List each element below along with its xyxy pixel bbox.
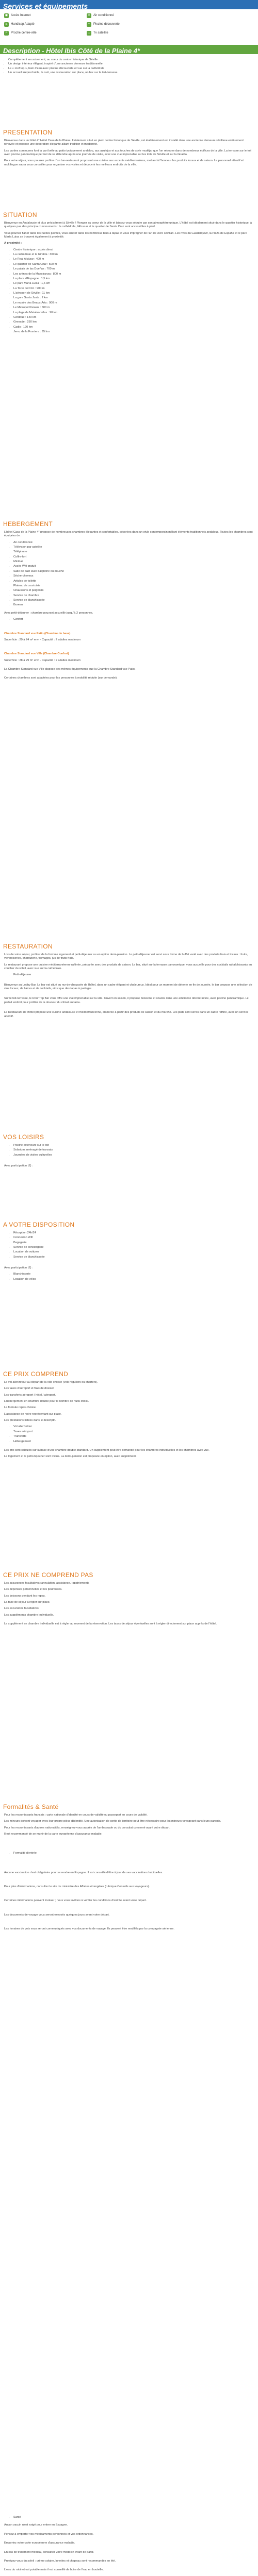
paragraph: La formule repas choisie. <box>4 1406 37 1410</box>
paragraph: La Chambre Standard vue Ville dispose des mêmes équipements que la Chambre Standard vue Patio. <box>4 668 136 671</box>
restauration-list <box>4 973 254 977</box>
paragraph: Avec participation (€) : <box>4 1164 33 1167</box>
paragraph: Pour les ressortissants d'autres nationalités, renseignez-vous auprès de l'ambassade ou du consulat concerné avant votre départ. <box>4 1826 170 1829</box>
paragraph: Le vol aller/retour au départ de la ville choisie (vols réguliers ou charters). <box>4 1380 98 1384</box>
service-label: Handicap Adapté <box>11 22 35 26</box>
paragraph: Protégez-vous du soleil : crème solaire, lunettes et chapeau sont recommandés en été. <box>4 2559 116 2563</box>
list-item: • Service de blanchisserie <box>13 1256 254 1259</box>
service-label: Piscine découverte <box>93 22 120 26</box>
paragraph: Aucune vaccination n'est obligatoire pour se rendre en Espagne. Il est conseillé d'être à jour de ses vaccinations habituelles. <box>4 1871 163 1874</box>
paragraph: Aucun vaccin n'est exigé pour entrer en Espagne. <box>4 2523 68 2527</box>
list-item: • Petit-déjeuner <box>13 973 254 977</box>
paragraph: Emportez votre carte européenne d'assurance maladie. <box>4 2541 75 2545</box>
list-item: • Téléphone <box>13 550 254 554</box>
list-item: • Le Metropol Parasol : 600 m <box>13 306 254 310</box>
list-item: • Un design intérieur élégant, inspiré d'une ancienne demeure traditionnelle <box>8 62 258 66</box>
list-item: • Le musée des Beaux-Arts : 900 m <box>13 301 254 305</box>
services-title: Services et équipements <box>3 2 88 10</box>
list-item: • Un accueil irréprochable, la nuit, une restauration sur place, un bar sur le toit-terrasse <box>8 71 258 75</box>
list-item: • La place d'Espagne : 1,5 km <box>13 277 254 281</box>
paragraph: L'hébergement en chambre double pour le nombre de nuits choisi. <box>4 1399 89 1403</box>
prix-heading: CE PRIX COMPREND <box>3 1370 69 1378</box>
situation-section <box>0 211 258 335</box>
list-item: • Plateau de courtoisie <box>13 584 254 588</box>
paragraph: Certaines chambres sont adaptées pour les personnes à mobilité réduite (sur demande). <box>4 676 118 680</box>
services-section <box>0 1221 258 1283</box>
paragraph: L'hôtel Casa de la Plaine 4* propose de nombreuses chambres élégantes et confortables, décorées dans un style contemporain mêlant éléments traditionnels andalous. Toutes les chambres sont équipées de : <box>4 530 253 538</box>
services-banner <box>0 0 258 9</box>
list-item: • Jerez de la Frontera : 95 km <box>13 330 254 334</box>
list-item: • Service de conciergerie <box>13 1246 254 1249</box>
equipment-list <box>4 541 254 607</box>
paragraph: Pensez à emporter vos médicaments personnels et vos ordonnances. <box>4 2532 94 2536</box>
wheelchair-icon: ♿ <box>5 23 8 26</box>
list-item: • Réception 24h/24 <box>13 1231 254 1235</box>
hebergement-heading: HEBERGEMENT <box>3 520 53 528</box>
list-item: • Confort <box>13 618 254 621</box>
list-item: • Accès Wifi gratuit <box>13 565 254 568</box>
list-item: • Articles de toilette <box>13 580 254 583</box>
paragraph: Les assurances facultatives (annulation, assistance, rapatriement). <box>4 1581 90 1585</box>
paragraph: Sur le toit-terrasse, le Roof Top Bar vous offre une vue imprenable sur la ville. Ouvert en saison, il propose boissons et snacks dans une ambiance décontractée, avec piscine panoramique. Le parfait endroit pour profiter de la douceur du climat andalou. <box>4 997 249 1004</box>
paragraph: Les documents de voyage vous seront envoyés quelques jours avant votre départ. <box>4 1913 110 1917</box>
tv-icon: ▭ <box>87 31 91 35</box>
list-item: • Transferts <box>13 1435 254 1438</box>
paragraph: Avec petit-déjeuner : chambre pouvant accueillir jusqu'à 2 personnes. <box>4 611 93 615</box>
paragraph: Le logement et le petit-déjeuner sont inclus. La demi-pension est proposée en option, avec supplément. <box>4 1455 137 1459</box>
list-item: • Taxes aéroport <box>13 1430 254 1434</box>
paragraph: Avec participation (€) : <box>4 1266 33 1270</box>
list-item: • Minibar <box>13 560 254 564</box>
services-dispo-list <box>4 1231 254 1259</box>
list-item: • Coffre-fort <box>13 555 254 559</box>
distances-list <box>4 248 254 334</box>
list-item: • Le palais de las Dueñas : 700 m <box>13 267 254 271</box>
paragraph: Pour les ressortissants français : carte nationale d'identité en cours de validité ou passeport en cours de validité. <box>4 1813 148 1817</box>
list-item: • La Torre del Oro : 900 m <box>13 287 254 291</box>
service-item <box>87 13 159 18</box>
list-item: • Bureau <box>13 603 254 607</box>
paragraph: Pour plus d'informations, consultez le site du ministère des Affaires étrangères (rubrique Conseils aux voyageurs). <box>4 1885 150 1889</box>
distances-title: A proximité : <box>4 242 22 245</box>
list-item: • Hébergement <box>13 1440 254 1444</box>
paragraph: Les dépenses personnelles et les pourboires. <box>4 1588 62 1591</box>
paragraph: Les parties communes font la part belle au patio typiquement andalou, aux azulejos et aux touches de style mudéjar que l'on retrouve dans de nombreux édifices de la ville. La terrasse sur le toit avec piscine panoramique permet de se détendre après une journée de visite, avec une vue imprenable sur les toits de Séville et sur la Giralda. <box>4 149 251 156</box>
presentation-section <box>0 129 258 170</box>
non-compris-section <box>0 1571 258 1629</box>
services-heading: A VOTRE DISPOSITION <box>3 1221 75 1228</box>
restauration-heading: RESTAURATION <box>3 943 53 950</box>
paragraph: Les boissons pendant les repas. <box>4 1594 46 1598</box>
paragraph: Le Restaurant de l'hôtel propose une cuisine andalouse et méditerranéenne, élaborée à partir des produits de saison et du marché. Les plats sont servis dans un cadre raffiné, avec un service attentif. <box>4 1011 249 1018</box>
paragraph: Bienvenue au Lobby Bar. Le bar est situé au rez-de-chaussée de l'hôtel, dans un cadre élégant et chaleureux. Idéal pour un moment de détente en fin de journée, le bar propose une sélection de vins locaux, de bières et de cocktails, ainsi que des tapas à partager. <box>4 983 252 991</box>
prix-section <box>0 1370 258 1462</box>
list-item: • Cadix : 120 km <box>13 326 254 329</box>
list-item: • Vol aller/retour <box>13 1425 254 1429</box>
paragraph: Il est recommandé de se munir de la carte européenne d'assurance maladie. <box>4 1832 103 1836</box>
list-item: • Le « roof top », bain d'eau avec piscine découverte et vue sur la cathédrale <box>8 67 258 71</box>
room-title: Chambre Standard vue Ville (Chambre Confort) <box>4 652 69 656</box>
capacity-list <box>4 618 254 621</box>
non-compris-heading: CE PRIX NE COMPREND PAS <box>3 1571 93 1579</box>
services-dispo-list-2 <box>4 1273 254 1281</box>
description-title: Description - Hôtel Ibis Côté de la Plaine 4* <box>3 47 140 55</box>
loisirs-heading: VOS LOISIRS <box>3 1133 44 1141</box>
restauration-section <box>0 943 258 1021</box>
list-item: • Chaussons et peignoirs <box>13 589 254 592</box>
list-item: • Air conditionné <box>13 541 254 545</box>
room-text: Superficie : 20 à 24 m² env. - Capacité : 2 adultes maximum <box>4 638 81 641</box>
formalites-list <box>4 1852 254 1855</box>
presentation-heading: PRESENTATION <box>3 129 53 136</box>
list-item: • Service de blanchisserie <box>13 599 254 602</box>
list-item: • Blanchisserie <box>13 1273 254 1276</box>
list-item: • Service de chambre <box>13 594 254 598</box>
paragraph: L'assistance de notre représentant sur place. <box>4 1412 62 1416</box>
paragraph: La taxe de séjour à régler sur place. <box>4 1600 51 1604</box>
list-item: • Piscine extérieure sur le toit <box>13 1144 254 1147</box>
paragraph: Bienvenue en Andalousie et plus précisément à Séville ! Plongez au coeur de la ville et laissez-vous séduire par son atmosphère unique. L'hôtel est idéalement situé dans le quartier historique, à quelques pas des principaux monuments : la cathédrale, l'Alcazar et le quartier de Santa Cruz sont accessibles à pied. <box>4 221 252 229</box>
list-item: • L'aéroport de Séville : 11 km <box>13 292 254 295</box>
paragraph: Pour votre séjour, vous pourrez profiter d'un bar-restaurant proposant une cuisine aux accents méditerranéens, mettant à l'honneur les produits locaux et de saison. Le personnel attentif et multilingue saura vous conseiller pour organiser vos visites et découvrir les meilleurs endroits de la ville. <box>4 159 244 166</box>
list-item: • Location de voitures <box>13 1250 254 1254</box>
description-banner <box>0 45 258 54</box>
snowflake-icon: ❄ <box>87 14 91 17</box>
parking-icon: P <box>4 31 9 36</box>
formalites-heading: Formalités & Santé <box>3 1803 59 1810</box>
list-item: • La cathédrale et la Giralda : 300 m <box>13 253 254 257</box>
paragraph: Lors de votre séjour, profitez de la formule logement et petit-déjeuner ou en option demi-pension. Le petit-déjeuner est servi sous forme de buffet varié avec des produits frais et locaux : fruits, viennoiseries, charcuterie, fromages, jus de fruits frais. <box>4 953 248 960</box>
service-item <box>4 31 76 36</box>
paragraph: Certaines informations peuvent évoluer ; nous vous invitons à vérifier les conditions d'entrée avant votre départ. <box>4 1899 147 1903</box>
service-item <box>4 22 76 27</box>
list-item: • Solarium aménagé de transats <box>13 1148 254 1152</box>
paragraph: Les prestations listées dans le descriptif. <box>4 1419 56 1422</box>
paragraph: Les taxes d'aéroport et frais de dossier. <box>4 1387 55 1391</box>
list-item: • Centre historique : accès direct <box>13 248 254 252</box>
paragraph: Les suppléments chambre individuelle. <box>4 1613 54 1617</box>
loisirs-list <box>4 1144 254 1157</box>
paragraph: L'eau du robinet est potable mais il est conseillé de boire de l'eau en bouteille. <box>4 2568 104 2572</box>
description-bullets <box>0 58 258 75</box>
list-item: • Cordoue : 140 km <box>13 316 254 319</box>
sante-section <box>0 2514 258 2576</box>
paragraph: Les horaires de vols vous seront communiqués avec vos documents de voyage. Ils peuvent être modifiés par la compagnie aérienne. <box>4 1927 174 1931</box>
service-item <box>87 22 159 27</box>
list-item: • Le quartier de Santa Cruz : 500 m <box>13 263 254 266</box>
list-item: • Grenade : 250 km <box>13 320 254 324</box>
list-item: • La plage de Matalascañas : 90 km <box>13 311 254 315</box>
service-label: Air conditionné <box>93 13 114 17</box>
list-item: • Bagagerie <box>13 1241 254 1245</box>
loisirs-section <box>0 1133 258 1171</box>
services-list <box>0 9 258 36</box>
paragraph: Les transferts aéroport / hôtel / aéroport. <box>4 1393 56 1397</box>
list-item: • Santé <box>13 2516 254 2519</box>
list-item: • Connexion Wifi <box>13 1236 254 1240</box>
paragraph: En cas de traitement médical, consultez votre médecin avant de partir. <box>4 2550 94 2554</box>
hebergement-section <box>0 520 258 683</box>
list-item: • Le Real Alcázar : 400 m <box>13 258 254 261</box>
list-item: • Complètement encastrement, au coeur du centre historique de Séville <box>8 58 258 62</box>
room-title: Chambre Standard vue Patio (Chambre de base) <box>4 632 71 635</box>
formalites-section <box>0 1803 258 1934</box>
bed-icon: ◼ <box>4 13 9 18</box>
list-item: • Formalité d'entrée <box>13 1852 254 1855</box>
list-item: • La gare Santa Justa : 2 km <box>13 296 254 300</box>
situation-heading: SITUATION <box>3 211 37 218</box>
sante-list <box>4 2516 254 2519</box>
paragraph: Le restaurant propose une cuisine méditerranéenne raffinée, préparée avec des produits de saison. Le bar, situé sur la terrasse panoramique, vous accueille pour des cocktails rafraîchissants au coucher du soleil, avec vue sur la cathédrale. <box>4 963 252 970</box>
prix-list <box>4 1425 254 1444</box>
service-label: Proche centre-ville <box>11 31 37 35</box>
list-item: • Télévision par satellite <box>13 546 254 549</box>
paragraph: Les excursions facultatives. <box>4 1607 40 1611</box>
pool-icon: ≈ <box>87 22 91 27</box>
list-item: • Sèche-cheveux <box>13 574 254 578</box>
paragraph: Vous pourrez flâner dans les ruelles pavées, vous arrêter dans les nombreux bars à tapas et vous imprégner de l'art de vivre sévillan. Les rives du Guadalquivir, la Plaza de España et le parc María Luisa se trouvent également à proximité. <box>4 231 247 239</box>
paragraph: Les prix sont calculés sur la base d'une chambre double standard. Un supplément peut être demandé pour les chambres individuelles et les chambres avec vue. <box>4 1448 209 1452</box>
paragraph: Bienvenue dans un hôtel 4* Hôtel Casa de la Plaine. Idéalement situé en plein centre historique de Séville, cet établissement est installé dans une ancienne demeure sévillane entièrement rénovée et propose une décoration élégante alliant tradition et modernité. <box>4 139 244 146</box>
list-item: • Les arènes de la Maestranza : 800 m <box>13 273 254 276</box>
room-text: Superficie : 28 à 29 m² env. - Capacité : 2 adultes maximum <box>4 658 81 662</box>
service-label: Tv satellite <box>93 31 108 35</box>
service-label: Accès Internet <box>11 13 31 17</box>
paragraph: Le supplément en chambre individuelle est à régler au moment de la réservation. Les taxes de séjour éventuelles sont à régler directement sur place auprès de l'hôtel. <box>4 1622 217 1626</box>
paragraph: Les mineurs doivent voyager avec leur propre pièce d'identité. Une autorisation de sortie de territoire peut être nécessaire pour les mineurs voyageant sans leurs parents. <box>4 1820 221 1823</box>
list-item: • Journées de visites culturelles <box>13 1154 254 1157</box>
service-item <box>87 31 159 36</box>
list-item: • Salle de bain avec baignoire ou douche <box>13 570 254 573</box>
list-item: • Le parc María Luisa : 1,6 km <box>13 282 254 285</box>
list-item: • Location de vélos <box>13 1278 254 1281</box>
service-item <box>4 13 76 18</box>
